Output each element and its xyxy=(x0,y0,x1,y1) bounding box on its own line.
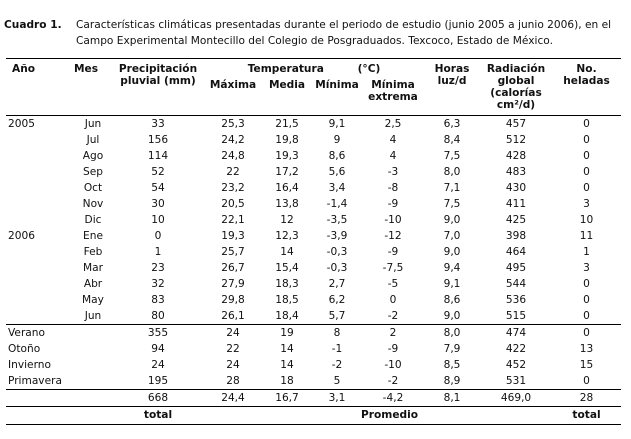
cell-media: 19,3 xyxy=(275,150,299,162)
cell-media: 18,4 xyxy=(275,310,299,322)
cell-media: 18,3 xyxy=(275,278,299,290)
cell-precip: 0 xyxy=(154,230,162,242)
table-row xyxy=(6,292,621,308)
cell-minima-extrema: -7,5 xyxy=(382,262,404,274)
cell-mes: Sep xyxy=(83,166,103,178)
table-row xyxy=(6,228,621,244)
cell-minima: 9 xyxy=(333,134,341,146)
col-maxima: Máxima xyxy=(209,79,257,91)
avg-media: 16,7 xyxy=(275,392,299,404)
avg-minima: 3,1 xyxy=(328,392,346,404)
temperatura-label: Temperatura xyxy=(247,63,324,75)
cell-mes: May xyxy=(82,294,104,306)
table-row xyxy=(6,244,621,260)
cell-horas: 8,9 xyxy=(443,375,461,387)
cell-precip: 52 xyxy=(151,166,165,178)
cell-radiacion: 512 xyxy=(505,134,527,146)
cell-anio xyxy=(6,164,74,180)
cell-minima-extrema: -9 xyxy=(387,343,399,355)
cell-heladas: 0 xyxy=(583,278,590,290)
cell-minima: 3,4 xyxy=(328,182,346,194)
cell-heladas: 1 xyxy=(583,246,590,258)
cell-anio xyxy=(6,276,74,292)
cell-minima: -0,3 xyxy=(326,246,348,258)
cell-season: Invierno xyxy=(8,359,51,371)
cell-anio xyxy=(6,260,74,276)
cell-heladas: 0 xyxy=(583,134,590,146)
table-row xyxy=(6,196,621,212)
cell-maxima: 27,9 xyxy=(221,278,245,290)
cell-season: Otoño xyxy=(8,343,41,355)
season-row xyxy=(6,341,621,357)
cell-horas: 8,4 xyxy=(443,134,461,146)
cell-precip: 32 xyxy=(151,278,165,290)
cell-precip: 54 xyxy=(151,182,165,194)
cell-minima: 8,6 xyxy=(328,150,346,162)
cell-media: 18,5 xyxy=(275,294,299,306)
cell-heladas: 10 xyxy=(579,214,594,226)
cell-radiacion: 483 xyxy=(505,166,527,178)
cell-horas: 7,1 xyxy=(443,182,461,194)
cell-precip: 30 xyxy=(151,198,165,210)
cell-precip: 94 xyxy=(151,343,165,355)
cell-radiacion: 430 xyxy=(505,182,527,194)
table-row xyxy=(6,308,621,325)
cell-minima-extrema: 4 xyxy=(389,150,397,162)
footer-row xyxy=(6,407,621,425)
cell-precip: 33 xyxy=(151,118,165,130)
cell-mes: Jun xyxy=(84,310,102,322)
cell-maxima: 22 xyxy=(226,343,240,355)
cell-anio xyxy=(6,212,74,228)
avg-horas: 8,1 xyxy=(443,392,461,404)
cell-horas: 8,6 xyxy=(443,294,461,306)
cell-horas: 8,0 xyxy=(443,166,461,178)
cell-horas: 7,9 xyxy=(443,343,461,355)
cell-minima: -0,3 xyxy=(326,262,348,274)
cell-season: Primavera xyxy=(8,375,62,387)
temperatura-unit: (°C) xyxy=(357,63,381,75)
cell-anio: 2006 xyxy=(8,230,35,242)
cell-minima: 9,1 xyxy=(328,118,346,130)
cell-minima: 5,6 xyxy=(328,166,346,178)
cell-radiacion: 495 xyxy=(505,262,527,274)
cell-mes: Ene xyxy=(83,230,103,242)
cell-minima-extrema: -5 xyxy=(387,278,399,290)
cell-maxima: 28 xyxy=(226,375,240,387)
cell-horas: 7,5 xyxy=(443,198,461,210)
total-precip: 668 xyxy=(147,392,169,404)
col-radiacion: Radiación global (calorías cm²/d) xyxy=(486,63,546,111)
cell-maxima: 24 xyxy=(226,327,240,339)
cell-minima-extrema: 4 xyxy=(389,134,397,146)
cell-minima-extrema: -8 xyxy=(387,182,399,194)
cell-radiacion: 452 xyxy=(505,359,527,371)
cell-heladas: 0 xyxy=(583,375,590,387)
col-horas-luz: Horas luz/d xyxy=(434,63,470,87)
cell-radiacion: 425 xyxy=(505,214,527,226)
cell-mes: Mar xyxy=(83,262,103,274)
table-row xyxy=(6,116,621,133)
cell-radiacion: 457 xyxy=(505,118,527,130)
cell-heladas: 0 xyxy=(583,182,590,194)
cell-minima-extrema: -12 xyxy=(384,230,402,242)
cell-radiacion: 474 xyxy=(505,327,527,339)
season-rows xyxy=(6,325,621,390)
avg-radiacion: 469,0 xyxy=(500,392,532,404)
cell-heladas: 0 xyxy=(583,166,590,178)
table-row xyxy=(6,164,621,180)
cell-anio xyxy=(6,308,74,325)
cell-mes: Oct xyxy=(83,182,103,194)
cell-horas: 8,0 xyxy=(443,327,461,339)
cell-media: 14 xyxy=(280,246,294,258)
cell-precip: 156 xyxy=(147,134,169,146)
cell-season: Verano xyxy=(8,327,45,339)
cell-heladas: 0 xyxy=(583,150,590,162)
col-precipitacion: Precipitación pluvial (mm) xyxy=(118,63,198,87)
cell-media: 12 xyxy=(280,214,294,226)
cell-minima-extrema: 2,5 xyxy=(384,118,402,130)
climate-table xyxy=(6,58,621,425)
cell-precip: 80 xyxy=(151,310,165,322)
cell-media: 17,2 xyxy=(275,166,299,178)
cell-minima: -3,9 xyxy=(326,230,348,242)
cell-mes: Abr xyxy=(83,278,103,290)
table-row xyxy=(6,180,621,196)
cell-minima-extrema: -9 xyxy=(387,198,399,210)
cell-horas: 9,1 xyxy=(443,278,461,290)
caption-text: Características climáticas presentadas durante el periodo de estudio (junio 2005 a junio 2006), en el Campo Experimental Montecillo del Colegio de Posgraduados. Texcoco, Estado de México. xyxy=(76,19,612,47)
cell-heladas: 11 xyxy=(579,230,594,242)
cell-heladas: 3 xyxy=(583,198,590,210)
cell-anio xyxy=(6,244,74,260)
cell-maxima: 22 xyxy=(226,166,240,178)
cell-maxima: 25,3 xyxy=(221,118,245,130)
cell-minima: 6,2 xyxy=(328,294,346,306)
cell-anio xyxy=(6,148,74,164)
cell-minima: -3,5 xyxy=(326,214,348,226)
cell-maxima: 19,3 xyxy=(221,230,245,242)
cell-precip: 355 xyxy=(147,327,169,339)
cell-radiacion: 411 xyxy=(505,198,527,210)
cell-maxima: 26,1 xyxy=(221,310,245,322)
col-media: Media xyxy=(268,79,306,91)
table-caption xyxy=(4,17,626,49)
cell-minima: 5,7 xyxy=(328,310,346,322)
cell-mes: Ago xyxy=(82,150,104,162)
cell-minima-extrema: -3 xyxy=(387,166,399,178)
cell-anio: 2005 xyxy=(8,118,35,130)
season-row xyxy=(6,373,621,390)
cell-horas: 9,0 xyxy=(443,310,461,322)
cell-mes: Feb xyxy=(83,246,103,258)
cell-maxima: 26,7 xyxy=(221,262,245,274)
cell-radiacion: 515 xyxy=(505,310,527,322)
cell-minima: 2,7 xyxy=(328,278,346,290)
cell-anio xyxy=(6,196,74,212)
cell-minima: -1,4 xyxy=(326,198,348,210)
footer-total-heladas: total xyxy=(572,409,601,421)
cell-minima: 5 xyxy=(333,375,341,387)
cell-media: 19 xyxy=(280,327,294,339)
cell-precip: 24 xyxy=(151,359,165,371)
cell-maxima: 20,5 xyxy=(221,198,245,210)
cell-minima: 8 xyxy=(333,327,341,339)
cell-radiacion: 428 xyxy=(505,150,527,162)
cell-mes: Jun xyxy=(84,118,102,130)
cell-precip: 83 xyxy=(151,294,165,306)
season-row xyxy=(6,325,621,342)
cell-radiacion: 422 xyxy=(505,343,527,355)
cell-media: 13,8 xyxy=(275,198,299,210)
cell-media: 15,4 xyxy=(275,262,299,274)
col-heladas: No. heladas xyxy=(563,63,610,87)
cell-media: 14 xyxy=(280,343,294,355)
cell-minima-extrema: -9 xyxy=(387,246,399,258)
table-row xyxy=(6,212,621,228)
cell-minima: -2 xyxy=(331,359,343,371)
cell-minima-extrema: 0 xyxy=(389,294,397,306)
cell-maxima: 24,8 xyxy=(221,150,245,162)
cell-maxima: 24 xyxy=(226,359,240,371)
cell-media: 18 xyxy=(280,375,294,387)
cell-heladas: 0 xyxy=(583,118,590,130)
avg-minima-extrema: -4,2 xyxy=(382,392,404,404)
cell-horas: 7,0 xyxy=(443,230,461,242)
cell-heladas: 15 xyxy=(579,359,594,371)
table-row xyxy=(6,260,621,276)
cell-precip: 10 xyxy=(151,214,165,226)
cell-mes: Nov xyxy=(82,198,104,210)
cell-precip: 114 xyxy=(147,150,169,162)
avg-maxima: 24,4 xyxy=(221,392,245,404)
footer-total-precip: total xyxy=(143,409,173,421)
cell-radiacion: 544 xyxy=(505,278,527,290)
cell-minima-extrema: -2 xyxy=(387,310,399,322)
cell-precip: 195 xyxy=(147,375,169,387)
cell-horas: 6,3 xyxy=(443,118,461,130)
cell-anio xyxy=(6,292,74,308)
table-row xyxy=(6,276,621,292)
total-heladas: 28 xyxy=(579,392,594,404)
cell-minima-extrema: 2 xyxy=(389,327,397,339)
cell-horas: 8,5 xyxy=(443,359,461,371)
col-anio: Año xyxy=(12,63,36,75)
cell-media: 19,8 xyxy=(275,134,299,146)
cell-heladas: 13 xyxy=(579,343,594,355)
cell-heladas: 0 xyxy=(583,327,590,339)
cell-media: 14 xyxy=(280,359,294,371)
monthly-rows xyxy=(6,116,621,325)
cell-heladas: 0 xyxy=(583,294,590,306)
cell-media: 16,4 xyxy=(275,182,299,194)
cell-radiacion: 531 xyxy=(505,375,527,387)
cell-horas: 9,0 xyxy=(443,246,461,258)
cell-maxima: 24,2 xyxy=(221,134,245,146)
cell-precip: 1 xyxy=(154,246,162,258)
cell-minima-extrema: -2 xyxy=(387,375,399,387)
cell-maxima: 29,8 xyxy=(221,294,245,306)
col-minima-extrema: Mínima extrema xyxy=(368,79,418,103)
cell-radiacion: 464 xyxy=(505,246,527,258)
cell-minima: -1 xyxy=(331,343,343,355)
col-temperatura-group xyxy=(204,59,424,78)
col-mes: Mes xyxy=(74,63,99,75)
cell-radiacion: 536 xyxy=(505,294,527,306)
col-minima: Mínima xyxy=(315,79,359,91)
cell-maxima: 22,1 xyxy=(221,214,245,226)
footer-promedio: Promedio xyxy=(361,409,419,421)
cell-minima-extrema: -10 xyxy=(384,214,402,226)
cell-media: 12,3 xyxy=(275,230,299,242)
cell-precip: 23 xyxy=(151,262,165,274)
cell-media: 21,5 xyxy=(275,118,299,130)
cell-anio xyxy=(6,132,74,148)
table-row xyxy=(6,132,621,148)
season-row xyxy=(6,357,621,373)
cell-horas: 9,4 xyxy=(443,262,461,274)
cell-mes: Jul xyxy=(86,134,100,146)
cell-maxima: 23,2 xyxy=(221,182,245,194)
cell-maxima: 25,7 xyxy=(221,246,245,258)
caption-label: Cuadro 1. xyxy=(4,19,62,31)
cell-heladas: 3 xyxy=(583,262,590,274)
cell-mes: Dic xyxy=(84,214,102,226)
cell-horas: 9,0 xyxy=(443,214,461,226)
cell-heladas: 0 xyxy=(583,310,590,322)
table-row xyxy=(6,148,621,164)
cell-minima-extrema: -10 xyxy=(384,359,402,371)
cell-radiacion: 398 xyxy=(505,230,527,242)
cell-horas: 7,5 xyxy=(443,150,461,162)
cell-anio xyxy=(6,180,74,196)
totals-row xyxy=(6,390,621,407)
